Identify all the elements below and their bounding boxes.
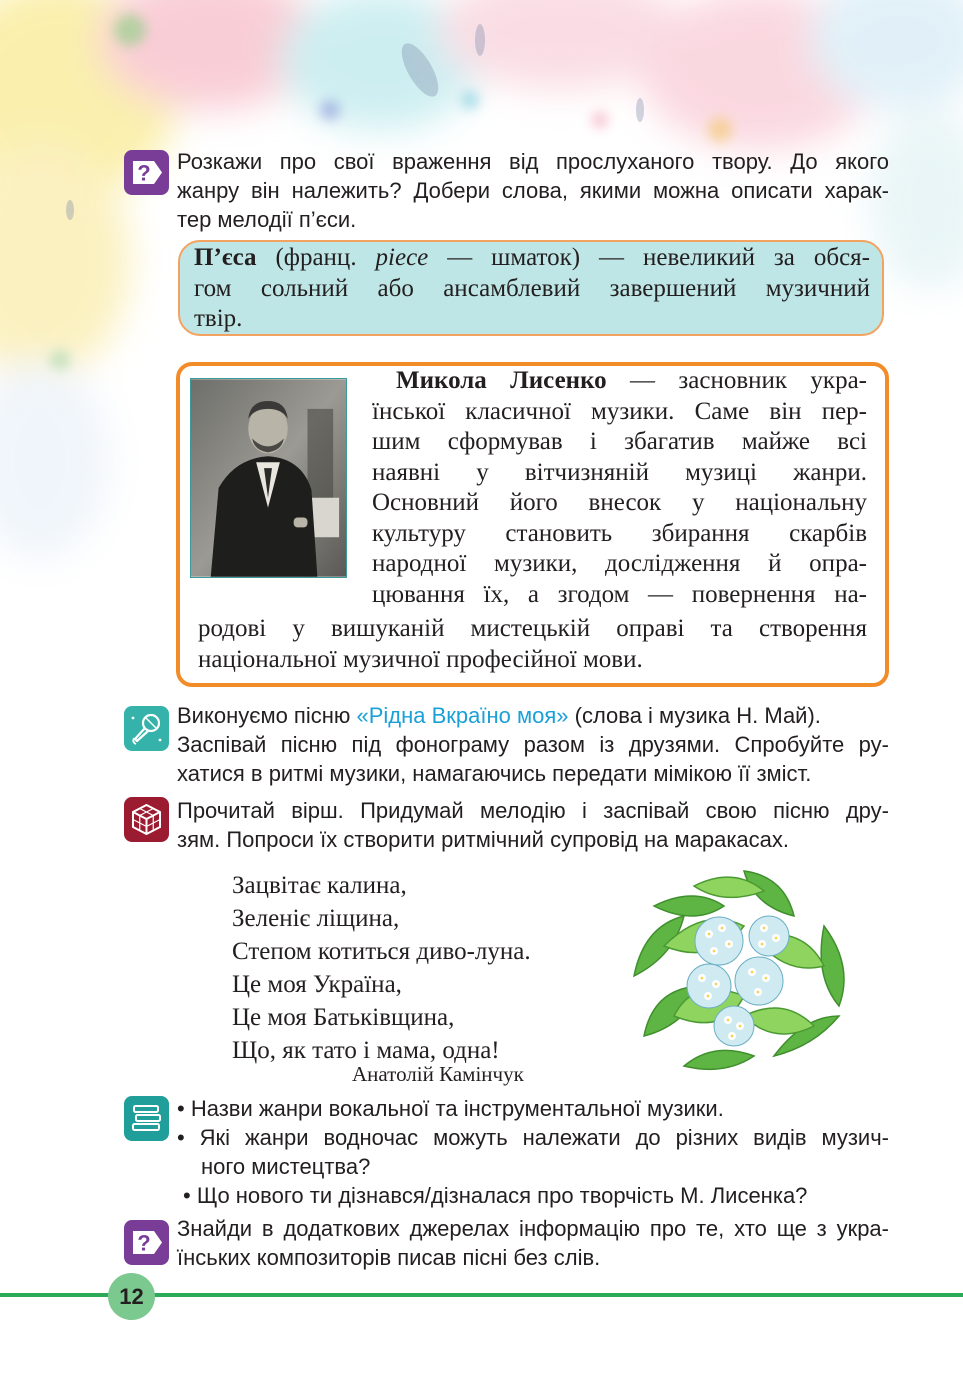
svg-text:?: ? xyxy=(137,160,151,186)
microphone-icon xyxy=(124,706,169,751)
song-task-line: хатися в ритмі музики, намагаючись передати мімікою її зміст. xyxy=(177,761,812,786)
poem-line: Зеленіє ліщина, xyxy=(232,905,400,932)
lysenko-portrait xyxy=(190,378,347,578)
creative-task-text xyxy=(177,796,889,854)
song-task-text xyxy=(177,701,889,788)
question-item: • Що нового ти дізнався/дізналася про творчість М. Лисенка? xyxy=(183,1183,808,1208)
composer-portrait-icon xyxy=(191,379,346,577)
biography-line: Основний його внесок у національну xyxy=(372,489,867,516)
poem-author: Анатолій Камінчук xyxy=(352,1062,524,1086)
research-task-line: Знайди в додаткових джерелах інформацію про те, хто ще з укра- xyxy=(177,1216,889,1241)
intro-task-line: Розкажи про свої враження від прослуханого твору. До якого xyxy=(177,149,889,174)
poem-line: Зацвітає калина, xyxy=(232,872,407,899)
viburnum-flowers-icon xyxy=(624,866,854,1076)
biography-line: народної музики, дослідження й опра- xyxy=(372,550,867,577)
song-task-icon xyxy=(124,706,169,751)
definition-line-3: твір. xyxy=(194,305,243,332)
biography-line-1: Микола Лисенко — засновник укра- xyxy=(396,367,867,394)
creative-task-icon xyxy=(124,797,169,842)
research-task-icon xyxy=(124,1220,169,1265)
question-task-icon xyxy=(124,150,169,195)
definition-line-1: П’єса (франц. piece — шматок) — невеликий за обся- xyxy=(194,244,870,271)
biography-text-top xyxy=(372,366,867,610)
page-number: 12 xyxy=(108,1273,155,1320)
biography-line: цювання їх, а згодом — повернення на- xyxy=(372,580,867,608)
intro-task-line: жанру він належить? Добери слова, якими можна описати харак- xyxy=(177,178,889,203)
question-item: • Які жанри водночас можуть належати до різних видів музич- xyxy=(177,1125,889,1150)
books-icon xyxy=(124,1096,169,1141)
definition-text xyxy=(194,243,870,335)
questions-list xyxy=(177,1094,889,1210)
definition-origin-word: piece xyxy=(375,244,429,271)
song-task-line: Заспівай пісню під фонограму разом із друзями. Спробуйте ру- xyxy=(177,732,889,757)
creative-task-line: зям. Попроси їх створити ритмічний супровід на маракасах. xyxy=(177,827,790,852)
composer-name: Микола Лисенко xyxy=(396,367,607,394)
definition-line-2: гом сольний або ансамблевий завершений музичний xyxy=(194,274,870,302)
poem-line: Це моя Україна, xyxy=(232,971,402,998)
biography-line: родові у вишуканій мистецькій оправі та створення xyxy=(198,615,867,642)
poem-line: Що, як тато і мама, одна! xyxy=(232,1037,500,1064)
biography-line: наявні у вітчизняній музиці жанри. xyxy=(372,458,867,486)
intro-task-line: тер мелодії п’єси. xyxy=(177,207,357,232)
research-task-line: їнських композиторів писав пісні без слів. xyxy=(177,1245,601,1270)
biography-line: національної музичної професійної мови. xyxy=(198,645,643,673)
question-icon xyxy=(124,1220,169,1265)
questions-icon xyxy=(124,1096,169,1141)
creative-task-line: Прочитай вірш. Придумай мелодію і заспівай свою пісню дру- xyxy=(177,798,889,823)
biography-line: культуру становить збирання скарбів xyxy=(372,519,867,547)
question-item-continuation: ного мистецтва? xyxy=(201,1154,371,1179)
poem xyxy=(232,869,612,1067)
definition-term: П’єса xyxy=(194,244,257,271)
cube-icon xyxy=(124,797,169,842)
song-task-line-1: Виконуємо пісню «Рідна Вкраїно моя» (слова і музика Н. Май). xyxy=(177,703,821,728)
intro-task-text xyxy=(177,147,889,234)
svg-text:?: ? xyxy=(137,1230,151,1256)
poem-line: Степом котиться диво-луна. xyxy=(232,938,531,965)
biography-line: їнської класичної музики. Саме він пер- xyxy=(372,397,867,425)
poem-line: Це моя Батьківщина, xyxy=(232,1004,455,1031)
biography-text-bottom xyxy=(198,614,867,675)
question-item: • Назви жанри вокальної та інструментальної музики. xyxy=(177,1096,724,1121)
question-icon xyxy=(124,150,169,195)
song-title-link[interactable]: «Рідна Вкраїно моя» xyxy=(356,703,569,728)
research-task-text xyxy=(177,1214,889,1272)
biography-line: шим сформував і збагатив майже всі xyxy=(372,428,867,455)
